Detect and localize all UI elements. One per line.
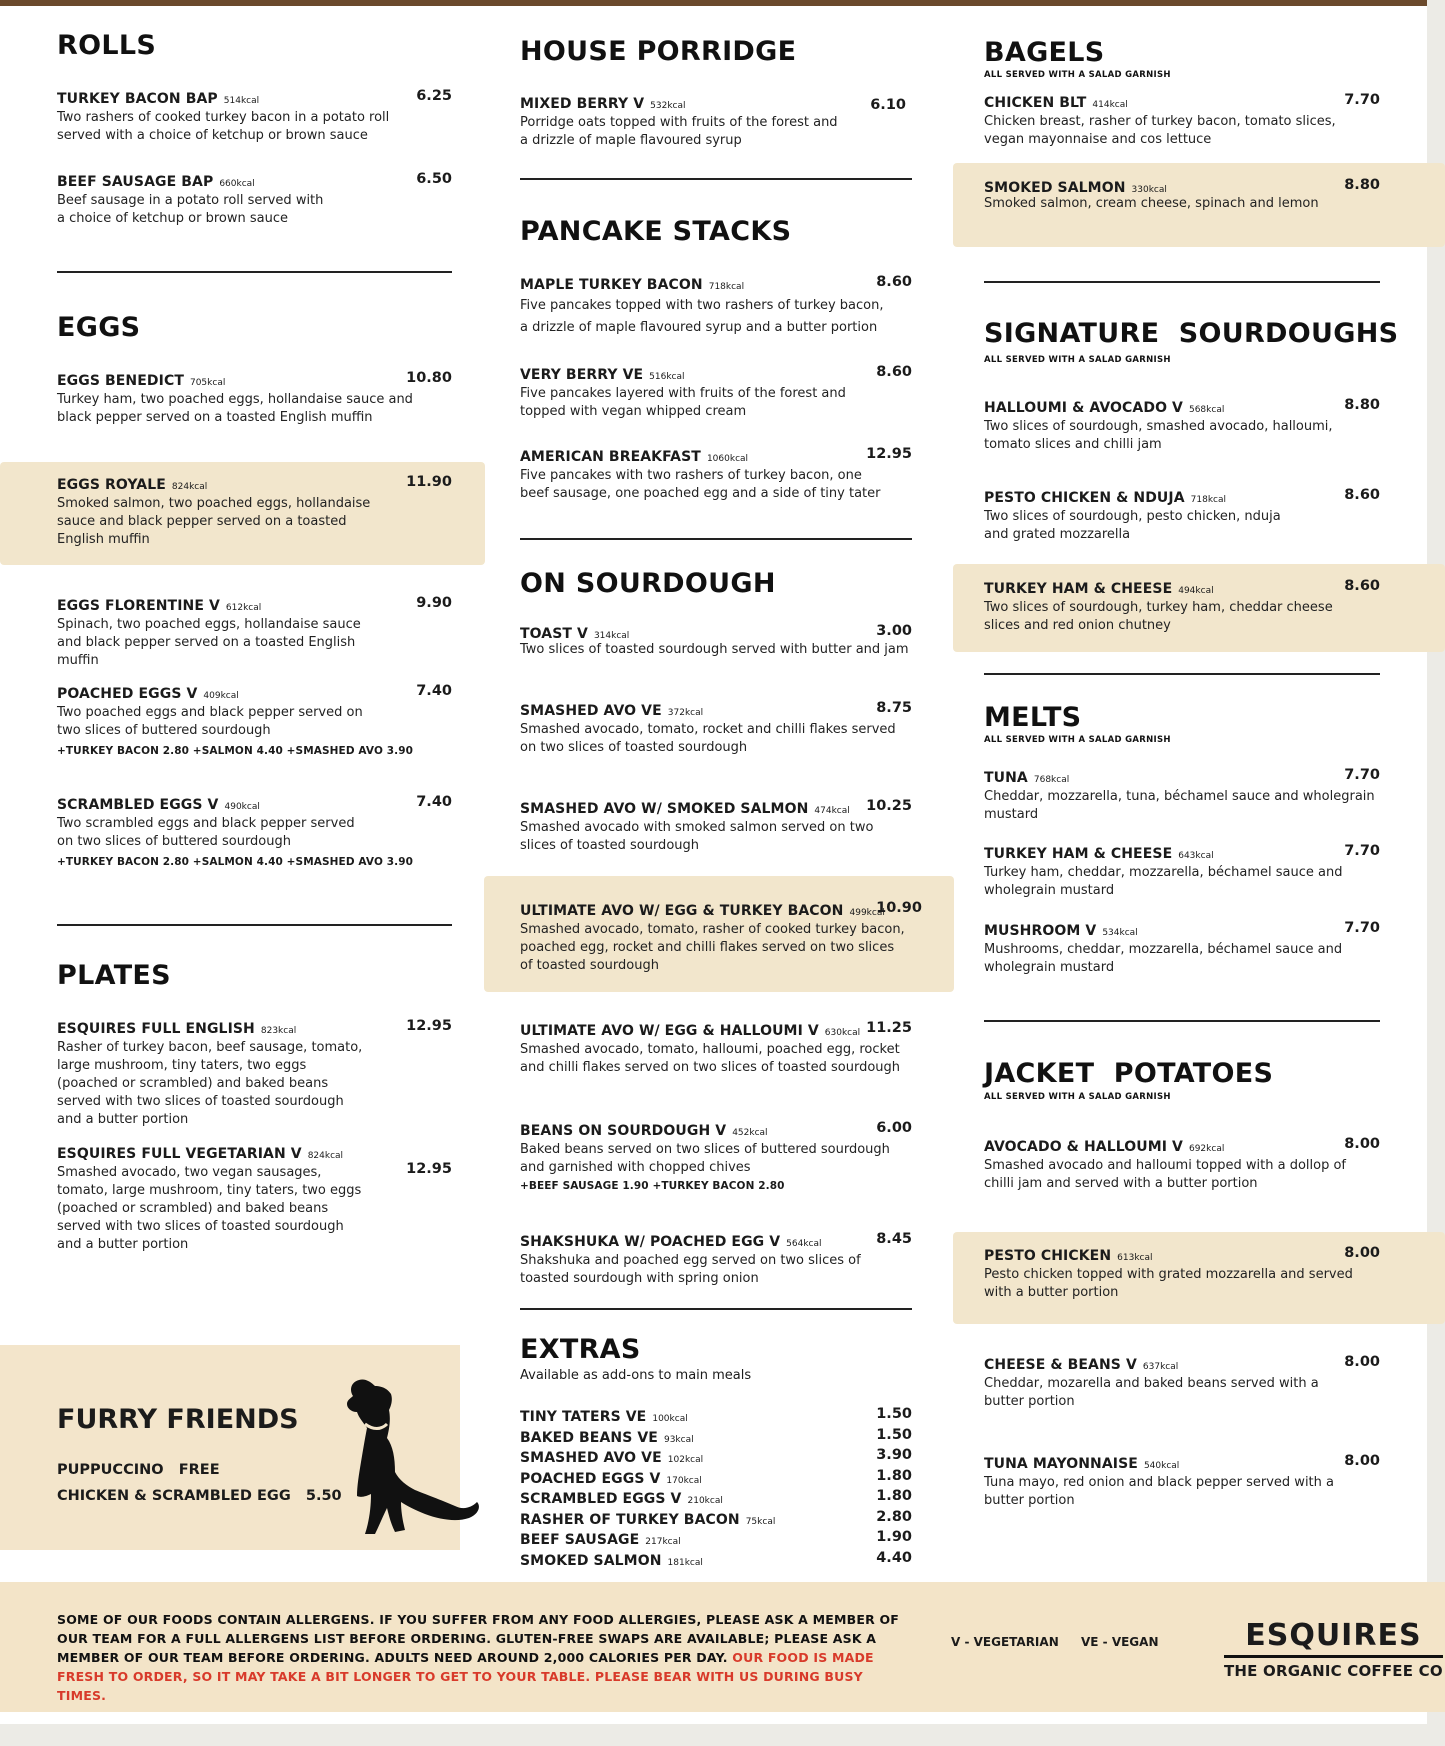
item-kcal: 612kcal <box>225 603 262 613</box>
item-name: CHEESE & BEANS V <box>984 1357 1137 1373</box>
menu-item <box>984 1453 1380 1510</box>
item-desc: Cheddar, mozarella and baked beans served with a butter portion <box>984 1376 1319 1409</box>
item-kcal: 768kcal <box>1033 775 1070 785</box>
item-kcal: 1060kcal <box>706 454 749 464</box>
item-desc: Two slices of sourdough, smashed avocado, halloumi, tomato slices and chilli jam <box>984 419 1333 452</box>
item-name: PESTO CHICKEN & NDUJA <box>984 490 1185 506</box>
item-name: SMASHED AVO VE <box>520 1450 662 1466</box>
item-desc: Two slices of sourdough, turkey ham, cheddar cheese slices and red onion chutney <box>984 600 1333 633</box>
item-name: AVOCADO & HALLOUMI V <box>984 1139 1183 1155</box>
menu-item <box>984 920 1380 977</box>
item-kcal: 474kcal <box>814 806 850 816</box>
item-desc: Shakshuka and poached egg served on two slices of toasted sourdough with spring onion <box>520 1253 861 1286</box>
section-subtitle: ALL SERVED WITH A SALAD GARNISH <box>984 1092 1171 1102</box>
item-name: BEEF SAUSAGE BAP <box>57 174 214 190</box>
item-desc: Five pancakes with two rashers of turkey bacon, one beef sausage, one poached egg and a side of tiny tater <box>520 468 881 501</box>
section-title-bagels: BAGELS <box>984 37 1105 68</box>
item-price: 1.50 <box>876 1426 912 1443</box>
menu-item <box>520 1120 912 1192</box>
item-name: SCRAMBLED EGGS V <box>520 1491 682 1507</box>
item-name: TOAST V <box>520 626 588 642</box>
menu-item <box>520 93 906 150</box>
item-price: 8.00 <box>1344 1453 1380 1469</box>
menu-item <box>520 364 912 421</box>
item-desc: Turkey ham, cheddar, mozzarella, béchamel sauce and wholegrain mustard <box>984 865 1343 898</box>
item-price: 1.80 <box>876 1467 912 1484</box>
section-title-melts: MELTS <box>984 702 1082 733</box>
item-price: 2.80 <box>876 1508 912 1525</box>
item-name: MIXED BERRY V <box>520 96 645 112</box>
item-desc: Two slices of toasted sourdough served with butter and jam <box>520 642 909 657</box>
item-desc: Smashed avocado with smoked salmon served on two slices of toasted sourdough <box>520 820 874 853</box>
item-name: CHICKEN BLT <box>984 95 1087 111</box>
item-price: 7.70 <box>1344 920 1380 936</box>
item-name: ESQUIRES FULL VEGETARIAN V <box>57 1146 302 1162</box>
item-price: 9.90 <box>416 595 452 611</box>
item-desc: Cheddar, mozzarella, tuna, béchamel sauce and wholegrain mustard <box>984 789 1375 822</box>
item-kcal: 568kcal <box>1188 405 1225 415</box>
item-name: SMOKED SALMON <box>984 180 1126 196</box>
item-desc: Mushrooms, cheddar, mozzarella, béchamel sauce and wholegrain mustard <box>984 942 1343 975</box>
menu-item <box>57 171 452 228</box>
item-name: TURKEY BACON BAP <box>57 91 218 107</box>
item-kcal: 170kcal <box>666 1475 702 1486</box>
item-price: 8.60 <box>876 364 912 380</box>
item-name: BEANS ON SOURDOUGH V <box>520 1123 727 1139</box>
divider <box>984 281 1380 283</box>
item-price: 11.25 <box>866 1020 912 1036</box>
item-name: HALLOUMI & AVOCADO V <box>984 400 1183 416</box>
item-price: 8.00 <box>1344 1354 1380 1370</box>
menu-item <box>520 446 912 503</box>
menu-item <box>520 1020 912 1077</box>
menu-item <box>984 1245 1380 1302</box>
section-subtitle: ALL SERVED WITH A SALAD GARNISH <box>984 355 1171 365</box>
item-price: 12.95 <box>406 1161 452 1177</box>
divider <box>984 673 1380 675</box>
item-price: 7.40 <box>416 794 452 810</box>
item-desc: Tuna mayo, red onion and black pepper served with a butter portion <box>984 1475 1334 1508</box>
item-name: TUNA MAYONNAISE <box>984 1456 1138 1472</box>
item-desc: Pesto chicken topped with grated mozzarella and served with a butter portion <box>984 1267 1353 1300</box>
menu-item <box>520 798 912 855</box>
item-name: ULTIMATE AVO W/ EGG & TURKEY BACON <box>520 903 844 919</box>
item-desc: Baked beans served on two slices of buttered sourdough and garnished with chopped chives <box>520 1142 890 1175</box>
item-price: 7.70 <box>1344 92 1380 108</box>
item-kcal: 516kcal <box>649 372 685 382</box>
item-price: 6.10 <box>870 97 906 113</box>
item-kcal: 499kcal <box>849 908 885 918</box>
section-title-rolls: ROLLS <box>57 30 157 61</box>
item-kcal: 613kcal <box>1117 1253 1153 1263</box>
extras-row <box>520 1529 912 1550</box>
item-price: 8.80 <box>1344 177 1380 193</box>
menu-item <box>57 683 452 757</box>
menu-item <box>57 794 452 868</box>
item-kcal: 181kcal <box>667 1557 703 1568</box>
item-kcal: 514kcal <box>223 96 260 106</box>
item-desc: Five pancakes topped with two rashers of turkey bacon, a drizzle of maple flavoured syrup and a butter portion <box>520 298 884 335</box>
divider <box>520 178 912 180</box>
menu-item <box>984 177 1380 213</box>
section-title-eggs: EGGS <box>57 312 141 343</box>
legend-vegetarian: V - VEGETARIAN <box>951 1635 1059 1649</box>
item-name: TUNA <box>984 770 1028 786</box>
item-price: 7.70 <box>1344 767 1380 783</box>
section-title-jacket: JACKET POTATOES <box>984 1058 1274 1089</box>
item-price: 8.00 <box>1344 1136 1380 1152</box>
item-kcal: 637kcal <box>1142 1362 1179 1372</box>
item-price: 6.00 <box>876 1120 912 1136</box>
item-price: 3.90 <box>876 1447 912 1463</box>
item-name: TURKEY HAM & CHEESE <box>984 846 1173 862</box>
item-price: 8.75 <box>876 700 912 716</box>
item-name: TINY TATERS VE <box>520 1409 647 1425</box>
item-kcal: 409kcal <box>203 691 239 701</box>
legend-vegan: VE - VEGAN <box>1081 1635 1159 1649</box>
menu-item <box>57 1143 452 1254</box>
brand-tagline: THE ORGANIC COFFEE CO <box>1224 1662 1443 1680</box>
item-name: SMASHED AVO W/ SMOKED SALMON <box>520 801 809 817</box>
menu-item <box>984 767 1380 824</box>
item-kcal: 532kcal <box>650 101 686 111</box>
item-kcal: 534kcal <box>1102 928 1138 938</box>
item-price: 11.90 <box>406 474 452 490</box>
menu-item <box>57 1018 452 1129</box>
right-edge <box>1427 0 1445 1746</box>
item-desc: Smashed avocado and halloumi topped with a dollop of chilli jam and served with a butter portion <box>984 1158 1347 1191</box>
menu-item <box>520 623 912 659</box>
item-name: MAPLE TURKEY BACON <box>520 277 703 293</box>
item-name: TURKEY HAM & CHEESE <box>984 581 1173 597</box>
item-price: 12.95 <box>406 1018 452 1034</box>
extras-row <box>520 1447 912 1468</box>
fresh-notice-text: OUR FOOD IS MADE FRESH TO ORDER, SO IT MAY TAKE A BIT LONGER TO GET TO YOUR TABLE. PLEASE BEAR WITH US DURING BUSY TIMES. <box>57 1650 874 1703</box>
item-kcal: 824kcal <box>307 1151 344 1161</box>
item-price: 8.60 <box>1344 487 1380 503</box>
item-name: SMOKED SALMON <box>520 1552 662 1569</box>
item-name: POACHED EGGS V <box>520 1470 661 1487</box>
menu-item <box>57 88 452 145</box>
menu-item <box>984 92 1380 149</box>
item-desc: Chicken breast, rasher of turkey bacon, tomato slices, vegan mayonnaise and cos lettuce <box>984 114 1336 147</box>
menu-item <box>984 487 1380 544</box>
extras-row <box>520 1509 912 1530</box>
extras-row <box>520 1550 912 1571</box>
menu-item <box>984 397 1380 454</box>
menu-item <box>57 370 452 427</box>
item-price: 12.95 <box>866 446 912 462</box>
item-kcal: 824kcal <box>171 482 208 492</box>
item-addons: +BEEF SAUSAGE 1.90 +TURKEY BACON 2.80 <box>520 1180 785 1192</box>
item-desc: Porridge oats topped with fruits of the forest and a drizzle of maple flavoured syrup <box>520 115 838 148</box>
item-kcal: 718kcal <box>708 282 745 292</box>
item-kcal: 660kcal <box>219 179 255 189</box>
divider <box>520 1308 912 1310</box>
extras-list <box>520 1406 912 1570</box>
section-subtitle: ALL SERVED WITH A SALAD GARNISH <box>984 735 1171 745</box>
item-desc: Spinach, two poached eggs, hollandaise sauce and black pepper served on a toasted English muffin <box>57 617 361 668</box>
item-price: 8.60 <box>876 274 912 290</box>
item-desc: Two scrambled eggs and black pepper served on two slices of buttered sourdough <box>57 816 355 849</box>
item-name: BEEF SAUSAGE <box>520 1532 640 1548</box>
item-name: BAKED BEANS VE <box>520 1429 658 1446</box>
item-kcal: 490kcal <box>224 802 260 812</box>
item-name: PESTO CHICKEN <box>984 1248 1112 1264</box>
brand-logo <box>1224 1618 1443 1680</box>
menu-item <box>984 578 1380 635</box>
item-desc: Rasher of turkey bacon, beef sausage, tomato, large mushroom, tiny taters, two eggs (poached or scrambled) and baked beans served with two slices of toasted sourdough and a butter portion <box>57 1040 363 1127</box>
item-kcal: 452kcal <box>732 1128 768 1138</box>
item-kcal: 718kcal <box>1190 495 1227 505</box>
item-addons: +TURKEY BACON 2.80 +SALMON 4.40 +SMASHED AVO 3.90 <box>57 745 414 757</box>
item-price: 8.00 <box>1344 1245 1380 1261</box>
brand-name: ESQUIRES <box>1224 1618 1443 1658</box>
item-kcal: 540kcal <box>1143 1461 1180 1471</box>
item-desc: Two slices of sourdough, pesto chicken, nduja and grated mozzarella <box>984 509 1281 542</box>
dog-icon <box>345 1376 485 1538</box>
menu-item <box>520 274 912 339</box>
item-price: 7.70 <box>1344 843 1380 859</box>
divider <box>520 538 912 540</box>
menu-item <box>984 843 1380 900</box>
divider <box>57 271 452 273</box>
item-name: ULTIMATE AVO W/ EGG & HALLOUMI V <box>520 1023 819 1039</box>
item-desc: Two rashers of cooked turkey bacon in a potato roll served with a choice of ketchup or brown sauce <box>57 110 390 143</box>
item-desc: Two poached eggs and black pepper served on two slices of buttered sourdough <box>57 705 363 738</box>
item-price: 10.90 <box>876 900 922 916</box>
item-desc: Turkey ham, two poached eggs, hollandaise sauce and black pepper served on a toasted English muffin <box>57 392 413 425</box>
extras-subtitle: Available as add-ons to main meals <box>520 1368 752 1383</box>
item-price: 8.60 <box>1344 578 1380 594</box>
item-kcal: 330kcal <box>1131 185 1167 195</box>
item-price: 1.80 <box>876 1488 912 1504</box>
item-kcal: 102kcal <box>667 1455 704 1465</box>
item-kcal: 643kcal <box>1178 851 1214 861</box>
item-name: EGGS BENEDICT <box>57 373 184 389</box>
item-price: 3.00 <box>876 623 912 639</box>
item-price: 1.90 <box>876 1529 912 1545</box>
item-kcal: 314kcal <box>593 631 630 641</box>
section-title-signature: SIGNATURE SOURDOUGHS <box>984 318 1399 349</box>
item-price: 8.45 <box>876 1231 912 1247</box>
furry-item-chicken-egg: CHICKEN & SCRAMBLED EGG 5.50 <box>57 1488 342 1504</box>
item-kcal: 100kcal <box>652 1414 688 1424</box>
extras-row <box>520 1488 912 1509</box>
item-price: 6.50 <box>416 171 452 187</box>
item-kcal: 217kcal <box>645 1537 681 1547</box>
item-name: RASHER OF TURKEY BACON <box>520 1511 740 1528</box>
section-title-furry-friends: FURRY FRIENDS <box>57 1404 299 1435</box>
item-kcal: 630kcal <box>824 1028 861 1038</box>
extras-row <box>520 1406 912 1427</box>
item-desc: Beef sausage in a potato roll served with a choice of ketchup or brown sauce <box>57 193 324 226</box>
menu-item <box>57 474 452 549</box>
item-price: 8.80 <box>1344 397 1380 413</box>
menu-item <box>520 1231 912 1288</box>
allergen-notice <box>57 1610 902 1705</box>
furry-item-puppuccino: PUPPUCCINO FREE <box>57 1462 220 1478</box>
section-subtitle: ALL SERVED WITH A SALAD GARNISH <box>984 70 1171 80</box>
item-desc: Smoked salmon, two poached eggs, hollandaise sauce and black pepper served on a toasted English muffin <box>57 496 371 547</box>
section-title-extras: EXTRAS <box>520 1334 641 1365</box>
item-kcal: 564kcal <box>786 1239 822 1249</box>
item-kcal: 494kcal <box>1178 586 1214 596</box>
item-desc: Smashed avocado, two vegan sausages, tomato, large mushroom, tiny taters, two eggs (poached or scrambled) and baked beans served with two slices of toasted sourdough and a butter portion <box>57 1165 362 1252</box>
item-name: EGGS ROYALE <box>57 477 166 493</box>
item-name: VERY BERRY VE <box>520 367 644 383</box>
bottom-edge <box>0 1724 1445 1746</box>
extras-row <box>520 1468 912 1489</box>
item-name: MUSHROOM V <box>984 923 1097 939</box>
item-name: SMASHED AVO VE <box>520 703 662 719</box>
item-kcal: 692kcal <box>1188 1144 1225 1154</box>
item-kcal: 372kcal <box>667 708 704 718</box>
section-title-pancakes: PANCAKE STACKS <box>520 216 792 247</box>
item-name: SHAKSHUKA W/ POACHED EGG V <box>520 1234 781 1250</box>
extras-row <box>520 1427 912 1448</box>
divider <box>57 924 452 926</box>
item-desc: Five pancakes layered with fruits of the forest and topped with vegan whipped cream <box>520 386 846 419</box>
item-price: 1.50 <box>876 1406 912 1422</box>
item-kcal: 414kcal <box>1092 100 1128 110</box>
item-price: 10.80 <box>406 370 452 386</box>
section-title-sourdough: ON SOURDOUGH <box>520 568 776 599</box>
section-title-plates: PLATES <box>57 960 171 991</box>
item-price: 6.25 <box>416 88 452 104</box>
item-name: EGGS FLORENTINE V <box>57 598 220 614</box>
item-kcal: 93kcal <box>663 1434 694 1445</box>
menu-item <box>984 1136 1380 1193</box>
divider <box>984 1020 1380 1022</box>
item-price: 7.40 <box>416 683 452 699</box>
menu-item <box>520 700 912 757</box>
item-name: AMERICAN BREAKFAST <box>520 449 701 465</box>
item-desc: Smashed avocado, tomato, rocket and chilli flakes served on two slices of toasted sourdough <box>520 722 896 755</box>
item-kcal: 75kcal <box>745 1516 776 1527</box>
item-name: SCRAMBLED EGGS V <box>57 797 219 813</box>
item-desc: Smoked salmon, cream cheese, spinach and lemon <box>984 196 1319 211</box>
item-desc: Smashed avocado, tomato, halloumi, poached egg, rocket and chilli flakes served on two slices of toasted sourdough <box>520 1042 901 1075</box>
item-kcal: 210kcal <box>687 1496 723 1506</box>
item-name: ESQUIRES FULL ENGLISH <box>57 1021 255 1037</box>
allergen-notice-text: SOME OF OUR FOODS CONTAIN ALLERGENS. IF YOU SUFFER FROM ANY FOOD ALLERGIES, PLEASE ASK A MEMBER OF OUR TEAM FOR A FULL ALLERGENS LIST BEFORE ORDERING. GLUTEN-FREE SWAPS ARE AVAILABLE; PLEASE ASK A MEMBER OF OUR TEAM BEFORE ORDERING. ADULTS NEED AROUND 2,000 CALORIES PER DAY. <box>57 1612 900 1665</box>
item-kcal: 705kcal <box>189 378 226 388</box>
item-kcal: 823kcal <box>260 1026 297 1036</box>
menu-item <box>57 595 452 670</box>
section-title-porridge: HOUSE PORRIDGE <box>520 36 797 67</box>
item-addons: +TURKEY BACON 2.80 +SALMON 4.40 +SMASHED AVO 3.90 <box>57 856 414 868</box>
item-price: 10.25 <box>866 798 912 814</box>
item-name: POACHED EGGS V <box>57 686 198 702</box>
menu-item <box>984 1354 1380 1411</box>
item-desc: Smashed avocado, tomato, rasher of cooked turkey bacon, poached egg, rocket and chilli flakes served on two slices of toasted sourdough <box>520 922 905 973</box>
top-edge <box>0 0 1445 6</box>
menu-item <box>520 900 922 975</box>
item-price: 4.40 <box>876 1549 912 1566</box>
